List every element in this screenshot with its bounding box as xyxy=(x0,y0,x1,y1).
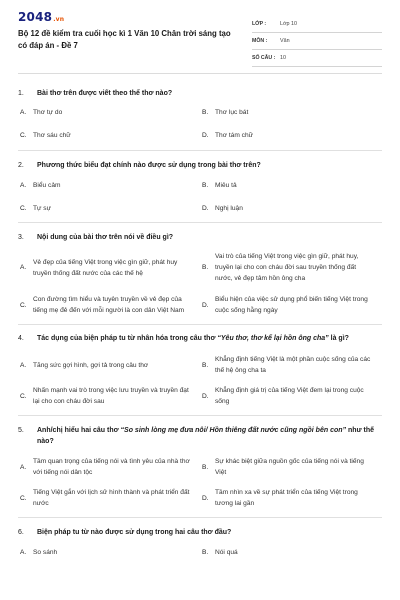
option-text: Khẳng định giá trị của tiếng Việt đem lại trong cuộc sống xyxy=(215,387,364,405)
option-text: Biểu cảm xyxy=(33,182,61,189)
option-letter: A. xyxy=(20,549,27,556)
question-text: Phương thức biểu đạt chính nào được sử dụng trong bài thơ trên? xyxy=(37,162,261,169)
meta-label-subject: MÔN : xyxy=(252,38,268,44)
option-letter: B. xyxy=(202,549,209,556)
option-letter: D. xyxy=(202,301,209,309)
option-c[interactable] xyxy=(18,385,200,407)
option-letter: A. xyxy=(20,182,27,189)
option-letter: A. xyxy=(20,463,27,471)
question-3 xyxy=(18,232,382,316)
option-c[interactable] xyxy=(18,203,200,214)
meta-value-class: Lớp 10 xyxy=(280,21,298,27)
option-text: Nghị luận xyxy=(215,205,243,212)
option-letter: D. xyxy=(202,132,209,139)
option-text: So sánh xyxy=(33,549,58,556)
meta-row-class xyxy=(252,16,382,33)
question-divider xyxy=(18,324,382,325)
option-letter: D. xyxy=(202,494,209,502)
question-text: Tác dụng của biện pháp tu từ nhân hóa trong câu thơ “Yêu thơ, thơ kể lại hồn ông cha” là gì? xyxy=(37,335,349,342)
option-letter: D. xyxy=(202,392,209,400)
question-text: Bài thơ trên được viết theo thể thơ nào? xyxy=(37,90,173,97)
option-a[interactable] xyxy=(18,456,200,478)
question-number: 2. xyxy=(18,162,24,169)
option-c[interactable] xyxy=(18,294,200,316)
meta-row-count xyxy=(252,50,382,67)
option-letter: C. xyxy=(20,205,27,212)
document-header xyxy=(18,10,382,70)
option-text: Sự khác biệt giữa nguồn gốc của tiếng nói và tiếng Việt xyxy=(215,458,364,476)
option-a[interactable] xyxy=(18,547,200,558)
option-letter: C. xyxy=(20,132,27,139)
logo-suffix: .vn xyxy=(53,16,65,23)
option-text: Nhấn mạnh vai trò trong việc lưu truyền và truyền đạt lại cho con cháu đời sau xyxy=(33,387,189,405)
question-number: 3. xyxy=(18,234,24,241)
exam-meta xyxy=(252,16,382,70)
option-b[interactable] xyxy=(200,547,382,558)
option-text: Thơ tự do xyxy=(33,109,63,116)
question-4 xyxy=(18,333,382,407)
option-d[interactable] xyxy=(200,294,382,316)
option-letter: B. xyxy=(202,182,209,189)
option-b[interactable] xyxy=(200,107,382,118)
question-number: 5. xyxy=(18,427,24,434)
option-letter: A. xyxy=(20,264,27,271)
question-quote: “Yêu thơ, thơ kể lại hồn ông cha” xyxy=(217,335,329,342)
option-b[interactable] xyxy=(200,354,382,376)
question-number: 4. xyxy=(18,335,24,342)
question-divider xyxy=(18,415,382,416)
option-text: Thơ sáu chữ xyxy=(33,132,71,139)
option-letter: B. xyxy=(202,361,209,369)
option-text: Tự sự xyxy=(33,205,51,212)
option-letter: A. xyxy=(20,361,27,369)
option-text: Tiếng Việt gắn với lịch sử hình thành và phát triển đất nước xyxy=(33,489,190,507)
option-letter: B. xyxy=(202,264,209,271)
option-a[interactable] xyxy=(18,251,200,284)
option-b[interactable] xyxy=(200,180,382,191)
option-letter: B. xyxy=(202,463,209,471)
option-text: Con đường tìm hiểu và tuyên truyền về vẻ đẹp của tiếng mẹ đẻ đến với mỗi người là con dân Việt Nam xyxy=(33,296,185,314)
option-text: Khẳng định tiếng Việt là một phần cuộc sống của các thế hệ ông cha ta xyxy=(215,356,371,374)
option-b[interactable] xyxy=(200,251,382,284)
option-c[interactable] xyxy=(18,487,200,509)
option-a[interactable] xyxy=(18,354,200,376)
option-b[interactable] xyxy=(200,456,382,478)
meta-label-class: LỚP : xyxy=(252,21,267,27)
question-number: 1. xyxy=(18,90,24,97)
option-text: Thơ tám chữ xyxy=(215,132,254,139)
meta-value-subject: Văn xyxy=(280,38,290,44)
option-text: Tầm nhìn xa về sự phát triển của tiếng Việt trong tương lai gần xyxy=(215,489,358,507)
meta-label-count: SỐ CÂU : xyxy=(252,55,276,61)
site-logo[interactable] xyxy=(18,10,240,24)
option-letter: B. xyxy=(202,109,209,116)
option-d[interactable] xyxy=(200,385,382,407)
option-a[interactable] xyxy=(18,180,200,191)
question-1 xyxy=(18,88,382,141)
meta-value-count: 10 xyxy=(280,55,286,61)
document-title: Bộ 12 đề kiểm tra cuối học kì 1 Văn 10 Chân trời sáng tạo có đáp án - Đề 7 xyxy=(18,29,231,50)
question-text: Anh/chị hiểu hai câu thơ “So sinh lòng mẹ đưa nôi/ Hồn thiêng đất nước cũng ngồi bên con” như thế nào? xyxy=(37,427,375,445)
question-text: Nội dung của bài thơ trên nói về điều gì? xyxy=(37,234,174,241)
option-d[interactable] xyxy=(200,203,382,214)
option-letter: C. xyxy=(20,301,27,309)
option-c[interactable] xyxy=(18,130,200,141)
option-letter: C. xyxy=(20,392,27,400)
question-6 xyxy=(18,527,382,558)
option-letter: A. xyxy=(20,109,27,116)
question-quote: “So sinh lòng mẹ đưa nôi/ Hồn thiêng đất nước cũng ngồi bên con” xyxy=(120,427,347,434)
option-text: Thơ lục bát xyxy=(215,109,249,116)
header-left xyxy=(18,10,240,70)
option-letter: D. xyxy=(202,205,209,212)
question-divider xyxy=(18,150,382,151)
option-letter: C. xyxy=(20,494,27,502)
header-divider xyxy=(18,73,382,74)
option-text: Tầm quan trọng của tiếng nói và tình yêu của nhà thơ với tiếng nói dân tộc xyxy=(33,458,190,476)
meta-row-subject xyxy=(252,33,382,50)
question-5 xyxy=(18,425,382,509)
option-text: Vẻ đẹp của tiếng Việt trong việc gìn giữ, phát huy truyền thống đất nước của các thế hệ xyxy=(33,258,178,277)
option-text: Miêu tả xyxy=(215,182,237,189)
option-text: Nói quá xyxy=(215,549,238,556)
option-a[interactable] xyxy=(18,107,200,118)
question-number: 6. xyxy=(18,529,24,536)
option-d[interactable] xyxy=(200,487,382,509)
question-text: Biện pháp tu từ nào được sử dụng trong hai câu thơ đầu? xyxy=(37,529,232,536)
logo-main: 2048 xyxy=(18,10,53,24)
question-divider xyxy=(18,222,382,223)
question-divider xyxy=(18,517,382,518)
question-2 xyxy=(18,160,382,214)
option-text: Vai trò của tiếng Việt trong việc gìn giữ, phát huy, truyền lại cho con cháu đời sau truyền thống đất nước, vẻ đẹp tâm hồn ông cha xyxy=(215,253,359,282)
option-d[interactable] xyxy=(200,130,382,141)
option-text: Tăng sức gợi hình, gợi tả trong câu thơ xyxy=(33,361,149,369)
option-text: Biểu hiện của việc sử dụng phổ biến tiếng Việt trong cuộc sống hằng ngày xyxy=(215,296,368,314)
